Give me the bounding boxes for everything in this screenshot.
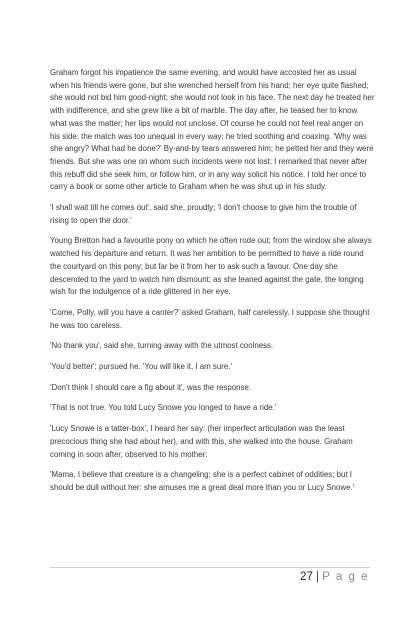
paragraph: 'I shall wait till he comes out', said she, proudly; 'I don't choose to give him the trouble of rising to open the door.' — [50, 203, 357, 225]
paragraph: 'Come, Polly, will you have a canter?' asked Graham, half carelessly. I suppose she thought he was too careless. — [50, 307, 370, 330]
paragraph: 'That is not true. You told Lucy Snowe you longed to have a ride.' — [50, 403, 277, 413]
footer-divider — [50, 567, 370, 568]
footer-separator: | — [316, 571, 320, 583]
paragraph: Young Bretton had a favourite pony on which he often rode out; from the window she always watched his departure and return. It was her ambition to be permitted to have a ride round the courtyard on this pony; but far be it from her to ask such a favour. One day she descended to the yard to watch him dismount; as she leaned against the gate, the longing wish for the indulgence of a ride glittered in her eye. — [50, 236, 372, 297]
page-label: P a g e — [322, 571, 369, 583]
paragraph: Graham forgot his impatience the same evening, and would have accosted her as usual when his friends were gone, but she wrenched herself from his hand; her eye quite flashed; she would not bid him good-night; she would not look in his face. The next day he treated her with indifference, and she grew like a bit of marble. The day after, he teased her to know what was the matter; her lips would not unclose. Of course he could not feel real anger on his side: the match was too unequal in every way; he tried soothing and coaxing. 'Why was she angry? What had he done?' By-and-by tears answered him; he petted her and they were friends. But she was one on whom such incidents were not lost: I remarked that never after this rebuff did she seek him, or follow him, or in any way solicit his notice. I told her once to carry a book or some other article to Graham when he was shut up in his study. — [50, 68, 375, 192]
page-number: 27 — [300, 571, 313, 583]
page-body — [50, 67, 375, 503]
paragraph: 'Mama, I believe that creature is a changeling: she is a perfect cabinet of oddities; but I should be dull without her: she amuses me a great deal more than you or Lucy Snowe.' — [50, 470, 355, 492]
paragraph: 'Don't think I should care a fig about it', was the response. — [50, 382, 252, 392]
paragraph: 'Lucy Snowe is a tatter-box', I heard her say: (her imperfect articulation was the least precocious thing she had about her), and with this, she walked into the house. Graham coming in soon after, observed to his mother: — [50, 424, 353, 459]
page-footer — [300, 571, 369, 583]
paragraph: 'No thank you', said she, turning away with the utmost coolness. — [50, 341, 274, 351]
paragraph: 'You'd better'; pursued he. 'You will like it, I am sure.' — [50, 362, 232, 372]
